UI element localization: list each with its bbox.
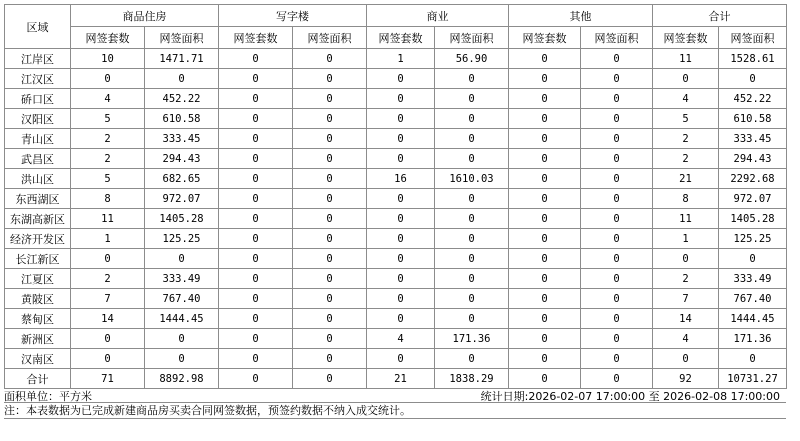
area-cell: 0 — [293, 309, 367, 329]
count-cell: 0 — [509, 69, 581, 89]
date-range: 统计日期:2026-02-07 17:00:00 至 2026-02-08 17:00:00 — [480, 389, 780, 403]
subheader-area: 网签面积 — [435, 27, 509, 49]
count-cell: 0 — [367, 149, 435, 169]
count-cell: 21 — [653, 169, 719, 189]
area-cell: 0 — [435, 289, 509, 309]
area-cell: 333.49 — [145, 269, 219, 289]
count-cell: 0 — [367, 209, 435, 229]
area-cell: 0 — [581, 129, 653, 149]
district-cell: 黄陂区 — [5, 289, 71, 309]
area-cell: 0 — [145, 329, 219, 349]
count-cell: 4 — [653, 329, 719, 349]
area-cell: 294.43 — [719, 149, 787, 169]
count-cell: 2 — [71, 149, 145, 169]
district-cell: 洪山区 — [5, 169, 71, 189]
area-cell: 0 — [581, 229, 653, 249]
area-cell: 0 — [293, 349, 367, 369]
district-cell: 长江新区 — [5, 249, 71, 269]
count-cell: 0 — [219, 69, 293, 89]
area-cell: 0 — [293, 289, 367, 309]
table-row — [5, 269, 787, 289]
count-cell: 0 — [219, 349, 293, 369]
area-cell: 0 — [581, 369, 653, 389]
area-cell: 171.36 — [719, 329, 787, 349]
count-cell: 0 — [219, 49, 293, 69]
count-cell: 10 — [71, 49, 145, 69]
area-cell: 2292.68 — [719, 169, 787, 189]
district-cell: 江夏区 — [5, 269, 71, 289]
subheader-count: 网签套数 — [653, 27, 719, 49]
area-cell: 452.22 — [145, 89, 219, 109]
subheader-count: 网签套数 — [71, 27, 145, 49]
count-cell: 0 — [367, 89, 435, 109]
group-header-other: 其他 — [509, 5, 653, 27]
count-cell: 0 — [367, 349, 435, 369]
area-cell: 0 — [435, 189, 509, 209]
district-cell: 新洲区 — [5, 329, 71, 349]
area-cell: 0 — [435, 69, 509, 89]
area-cell: 333.45 — [145, 129, 219, 149]
area-cell: 0 — [581, 329, 653, 349]
area-cell: 0 — [581, 169, 653, 189]
count-cell: 0 — [653, 349, 719, 369]
count-cell: 0 — [509, 129, 581, 149]
area-cell: 0 — [435, 109, 509, 129]
count-cell: 92 — [653, 369, 719, 389]
count-cell: 2 — [653, 129, 719, 149]
district-cell: 青山区 — [5, 129, 71, 149]
count-cell: 0 — [219, 129, 293, 149]
district-cell: 硚口区 — [5, 89, 71, 109]
count-cell: 0 — [219, 329, 293, 349]
count-cell: 0 — [509, 89, 581, 109]
area-cell: 1444.45 — [145, 309, 219, 329]
table-row — [5, 89, 787, 109]
count-cell: 0 — [219, 89, 293, 109]
area-cell: 1471.71 — [145, 49, 219, 69]
area-cell: 0 — [581, 309, 653, 329]
table-row — [5, 109, 787, 129]
count-cell: 4 — [367, 329, 435, 349]
area-cell: 0 — [293, 249, 367, 269]
count-cell: 4 — [71, 89, 145, 109]
subheader-area: 网签面积 — [293, 27, 367, 49]
area-cell: 0 — [293, 129, 367, 149]
count-cell: 4 — [653, 89, 719, 109]
area-cell: 0 — [293, 329, 367, 349]
count-cell: 0 — [509, 109, 581, 129]
area-cell: 1528.61 — [719, 49, 787, 69]
table-row — [5, 289, 787, 309]
table-row — [5, 169, 787, 189]
subheader-area: 网签面积 — [719, 27, 787, 49]
count-cell: 1 — [71, 229, 145, 249]
footnote: 注：本表数据为已完成新建商品房买卖合同网签数据，预签约数据不纳入成交统计。 — [4, 403, 786, 419]
district-cell: 江汉区 — [5, 69, 71, 89]
area-cell: 1405.28 — [719, 209, 787, 229]
area-cell: 0 — [435, 129, 509, 149]
area-unit: 面积单位：平方米 — [4, 389, 92, 403]
area-cell: 0 — [435, 149, 509, 169]
count-cell: 0 — [509, 329, 581, 349]
area-cell: 333.49 — [719, 269, 787, 289]
area-cell: 0 — [719, 69, 787, 89]
table-footer — [4, 389, 786, 403]
count-cell: 2 — [71, 269, 145, 289]
count-cell: 0 — [367, 249, 435, 269]
area-cell: 0 — [581, 109, 653, 129]
area-cell: 125.25 — [719, 229, 787, 249]
area-cell: 0 — [293, 149, 367, 169]
area-cell: 0 — [293, 169, 367, 189]
area-cell: 0 — [719, 349, 787, 369]
count-cell: 1 — [653, 229, 719, 249]
area-cell: 0 — [581, 289, 653, 309]
count-cell: 0 — [219, 289, 293, 309]
count-cell: 7 — [653, 289, 719, 309]
area-cell: 1610.03 — [435, 169, 509, 189]
count-cell: 0 — [219, 209, 293, 229]
count-cell: 8 — [653, 189, 719, 209]
area-cell: 0 — [435, 249, 509, 269]
subheader-count: 网签套数 — [509, 27, 581, 49]
district-cell: 汉南区 — [5, 349, 71, 369]
area-cell: 0 — [435, 89, 509, 109]
table-body — [5, 49, 787, 389]
count-cell: 0 — [509, 209, 581, 229]
area-cell: 294.43 — [145, 149, 219, 169]
table-row — [5, 349, 787, 369]
count-cell: 0 — [509, 369, 581, 389]
count-cell: 0 — [509, 229, 581, 249]
area-cell: 767.40 — [719, 289, 787, 309]
area-cell: 972.07 — [145, 189, 219, 209]
area-cell: 0 — [435, 229, 509, 249]
district-cell: 合计 — [5, 369, 71, 389]
area-cell: 0 — [293, 89, 367, 109]
area-cell: 10731.27 — [719, 369, 787, 389]
table-row — [5, 49, 787, 69]
count-cell: 16 — [367, 169, 435, 189]
count-cell: 2 — [653, 149, 719, 169]
area-cell: 0 — [293, 209, 367, 229]
region-header: 区域 — [5, 5, 71, 49]
count-cell: 0 — [509, 309, 581, 329]
count-cell: 0 — [367, 229, 435, 249]
count-cell: 0 — [219, 169, 293, 189]
area-cell: 0 — [581, 49, 653, 69]
count-cell: 11 — [653, 209, 719, 229]
count-cell: 14 — [71, 309, 145, 329]
area-cell: 1444.45 — [719, 309, 787, 329]
count-cell: 2 — [653, 269, 719, 289]
table-row — [5, 209, 787, 229]
count-cell: 0 — [367, 309, 435, 329]
count-cell: 0 — [71, 249, 145, 269]
area-cell: 0 — [145, 349, 219, 369]
area-cell: 0 — [293, 269, 367, 289]
subheader-area: 网签面积 — [581, 27, 653, 49]
count-cell: 14 — [653, 309, 719, 329]
count-cell: 1 — [367, 49, 435, 69]
count-cell: 0 — [71, 69, 145, 89]
count-cell: 0 — [219, 249, 293, 269]
count-cell: 71 — [71, 369, 145, 389]
count-cell: 11 — [71, 209, 145, 229]
count-cell: 5 — [653, 109, 719, 129]
table-row — [5, 329, 787, 349]
group-header-residential: 商品住房 — [71, 5, 219, 27]
district-cell: 经济开发区 — [5, 229, 71, 249]
count-cell: 5 — [71, 169, 145, 189]
area-cell: 1838.29 — [435, 369, 509, 389]
area-cell: 972.07 — [719, 189, 787, 209]
area-cell: 0 — [145, 69, 219, 89]
area-cell: 0 — [435, 269, 509, 289]
subheader-count: 网签套数 — [219, 27, 293, 49]
count-cell: 0 — [219, 189, 293, 209]
table-row — [5, 69, 787, 89]
group-header-office: 写字楼 — [219, 5, 367, 27]
area-cell: 0 — [435, 209, 509, 229]
count-cell: 8 — [71, 189, 145, 209]
count-cell: 2 — [71, 129, 145, 149]
count-cell: 7 — [71, 289, 145, 309]
count-cell: 0 — [509, 149, 581, 169]
transaction-table — [4, 4, 787, 389]
area-cell: 0 — [719, 249, 787, 269]
area-cell: 0 — [581, 269, 653, 289]
transaction-report — [4, 4, 786, 419]
count-cell: 0 — [509, 349, 581, 369]
count-cell: 0 — [71, 349, 145, 369]
count-cell: 0 — [219, 109, 293, 129]
area-cell: 0 — [293, 49, 367, 69]
area-cell: 0 — [581, 149, 653, 169]
area-cell: 333.45 — [719, 129, 787, 149]
area-cell: 0 — [581, 89, 653, 109]
table-row — [5, 129, 787, 149]
area-cell: 8892.98 — [145, 369, 219, 389]
table-row — [5, 309, 787, 329]
area-cell: 0 — [293, 69, 367, 89]
table-row — [5, 189, 787, 209]
district-cell: 武昌区 — [5, 149, 71, 169]
table-row — [5, 149, 787, 169]
count-cell: 0 — [653, 69, 719, 89]
table-row — [5, 369, 787, 389]
area-cell: 0 — [145, 249, 219, 269]
table-header — [5, 5, 787, 49]
area-cell: 0 — [435, 349, 509, 369]
area-cell: 171.36 — [435, 329, 509, 349]
count-cell: 21 — [367, 369, 435, 389]
count-cell: 0 — [509, 49, 581, 69]
area-cell: 0 — [581, 349, 653, 369]
subheader-area: 网签面积 — [145, 27, 219, 49]
count-cell: 0 — [219, 149, 293, 169]
group-header-commercial: 商业 — [367, 5, 509, 27]
count-cell: 0 — [509, 249, 581, 269]
count-cell: 0 — [219, 369, 293, 389]
count-cell: 0 — [509, 289, 581, 309]
area-cell: 767.40 — [145, 289, 219, 309]
area-cell: 0 — [293, 229, 367, 249]
area-cell: 0 — [581, 69, 653, 89]
area-cell: 0 — [435, 309, 509, 329]
count-cell: 0 — [367, 289, 435, 309]
district-cell: 东湖高新区 — [5, 209, 71, 229]
count-cell: 0 — [509, 169, 581, 189]
count-cell: 0 — [219, 269, 293, 289]
area-cell: 0 — [293, 369, 367, 389]
district-cell: 江岸区 — [5, 49, 71, 69]
area-cell: 0 — [293, 189, 367, 209]
area-cell: 125.25 — [145, 229, 219, 249]
area-cell: 610.58 — [719, 109, 787, 129]
count-cell: 0 — [367, 109, 435, 129]
area-cell: 452.22 — [719, 89, 787, 109]
count-cell: 0 — [367, 69, 435, 89]
area-cell: 0 — [581, 189, 653, 209]
count-cell: 5 — [71, 109, 145, 129]
area-cell: 0 — [293, 109, 367, 129]
area-cell: 1405.28 — [145, 209, 219, 229]
count-cell: 0 — [653, 249, 719, 269]
district-cell: 东西湖区 — [5, 189, 71, 209]
area-cell: 0 — [581, 249, 653, 269]
table-row — [5, 249, 787, 269]
count-cell: 0 — [367, 269, 435, 289]
area-cell: 682.65 — [145, 169, 219, 189]
district-cell: 汉阳区 — [5, 109, 71, 129]
count-cell: 0 — [509, 269, 581, 289]
count-cell: 0 — [367, 129, 435, 149]
count-cell: 0 — [219, 309, 293, 329]
area-cell: 0 — [581, 209, 653, 229]
group-header-total: 合计 — [653, 5, 787, 27]
district-cell: 蔡甸区 — [5, 309, 71, 329]
table-row — [5, 229, 787, 249]
count-cell: 0 — [509, 189, 581, 209]
area-cell: 610.58 — [145, 109, 219, 129]
subheader-count: 网签套数 — [367, 27, 435, 49]
count-cell: 0 — [71, 329, 145, 349]
count-cell: 0 — [219, 229, 293, 249]
count-cell: 0 — [367, 189, 435, 209]
area-cell: 56.90 — [435, 49, 509, 69]
count-cell: 11 — [653, 49, 719, 69]
